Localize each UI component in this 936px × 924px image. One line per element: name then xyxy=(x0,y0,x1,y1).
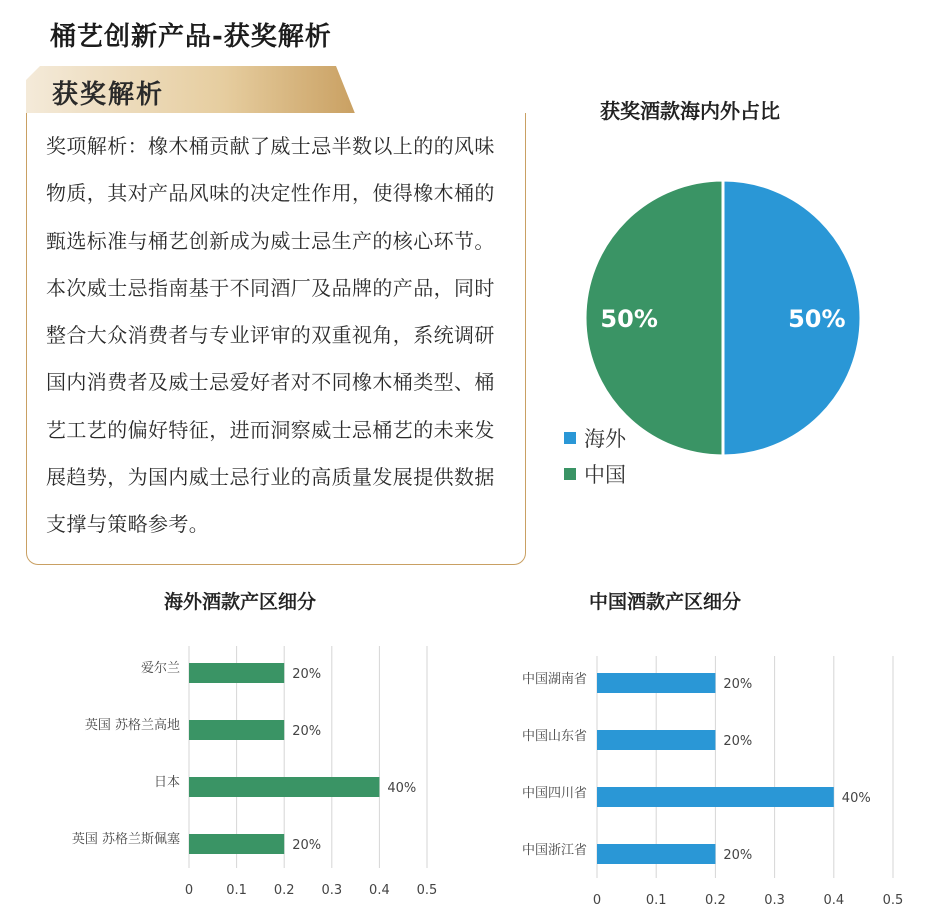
legend-swatch-0 xyxy=(564,432,576,444)
bar-2 xyxy=(597,787,834,807)
category-label: 中国湖南省 xyxy=(521,672,587,687)
pie-chart xyxy=(540,80,930,500)
category-label: 日本 xyxy=(153,775,180,790)
x-tick-label: 0.4 xyxy=(369,883,390,898)
bar-value-label: 20% xyxy=(292,838,322,853)
bar-chart-title: 中国酒款产区细分 xyxy=(588,591,742,613)
category-label: 中国山东省 xyxy=(521,729,587,744)
x-tick-label: 0 xyxy=(592,893,602,908)
section-tab-label: 获奖解析 xyxy=(52,80,165,110)
x-tick-label: 0.2 xyxy=(705,893,726,908)
legend-swatch-1 xyxy=(564,468,576,480)
bar-1 xyxy=(189,720,284,740)
category-label: 爱尔兰 xyxy=(140,661,180,676)
bar-1 xyxy=(597,730,715,750)
x-tick-label: 0.5 xyxy=(882,893,904,908)
category-label: 英国 苏格兰斯佩塞 xyxy=(71,832,180,847)
bar-0 xyxy=(189,663,284,683)
bar-value-label: 20% xyxy=(292,667,322,682)
bar-value-label: 40% xyxy=(387,781,417,796)
bar-3 xyxy=(597,844,715,864)
pie-chart-title: 获奖酒款海内外占比 xyxy=(600,99,780,123)
overseas-bar-chart xyxy=(40,578,460,924)
category-label: 中国浙江省 xyxy=(521,843,587,858)
bar-value-label: 40% xyxy=(841,791,871,806)
bar-0 xyxy=(597,673,715,693)
category-label: 中国四川省 xyxy=(521,786,587,801)
bar-3 xyxy=(189,834,284,854)
page-title: 桶艺创新产品-获奖解析 xyxy=(50,22,332,52)
bar-value-label: 20% xyxy=(723,848,753,863)
x-tick-label: 0.5 xyxy=(416,883,438,898)
bar-chart-title: 海外酒款产区细分 xyxy=(163,591,317,613)
legend-label: 中国 xyxy=(584,463,626,487)
legend-label: 海外 xyxy=(584,427,626,451)
x-tick-label: 0.1 xyxy=(645,893,667,908)
pie-slice-label: 50% xyxy=(600,305,658,333)
x-tick-label: 0.2 xyxy=(273,883,295,898)
bar-value-label: 20% xyxy=(292,724,322,739)
x-tick-label: 0 xyxy=(184,883,194,898)
china-bar-chart xyxy=(495,578,936,924)
bar-value-label: 20% xyxy=(723,677,753,692)
pie-slice-label: 50% xyxy=(788,305,846,333)
analysis-paragraph: 奖项解析：橡木桶贡献了威士忌半数以上的的风味物质，其对产品风味的决定性作用，使得橡木桶的甄选标准与桶艺创新成为威士忌生产的核心环节。本次威士忌指南基于不同酒厂及品牌的产品，同时整合大众消费者与专业评审的双重视角，系统调研国内消费者及威士忌爱好者对不同橡木桶类型、桶艺工艺的偏好特征，进而洞察威士忌桶艺的未来发展趋势，为国内威士忌行业的高质量发展提供数据支撑与策略参考。 xyxy=(46,134,495,537)
x-tick-label: 0.4 xyxy=(823,893,845,908)
x-tick-label: 0.1 xyxy=(226,883,247,898)
bar-2 xyxy=(189,777,379,797)
bar-value-label: 20% xyxy=(723,734,753,749)
category-label: 英国 苏格兰高地 xyxy=(84,718,180,733)
x-tick-label: 0.3 xyxy=(321,883,343,898)
x-tick-label: 0.3 xyxy=(764,893,785,908)
